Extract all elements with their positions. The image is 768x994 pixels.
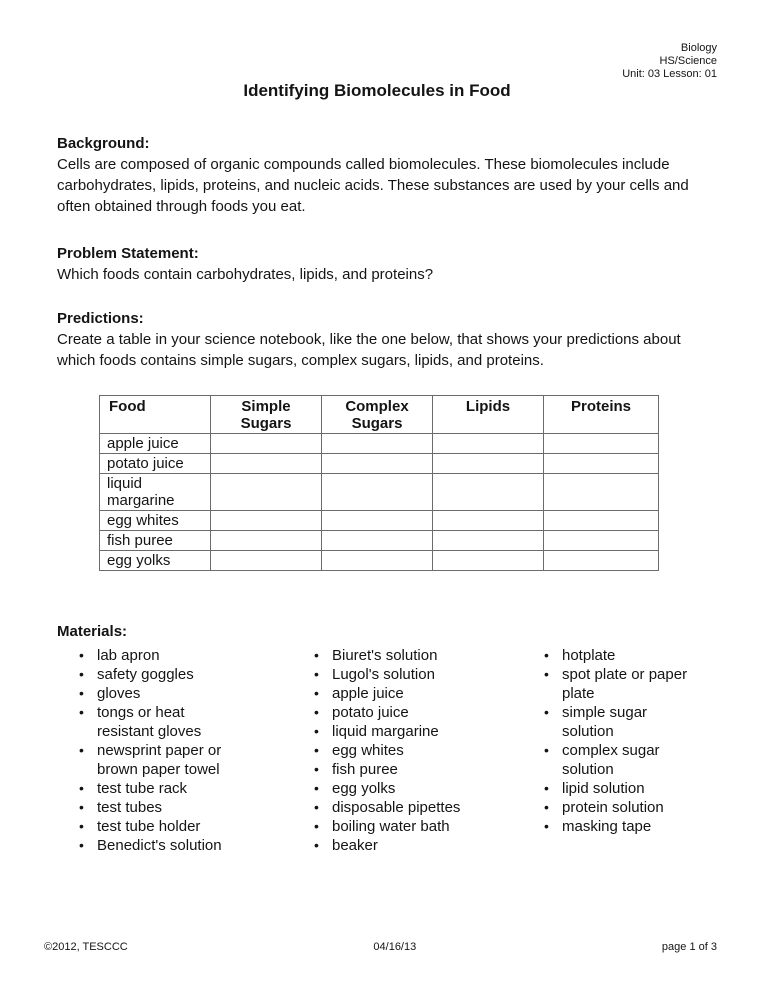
table-row — [100, 531, 659, 551]
table-row — [100, 434, 659, 454]
prediction-cell — [544, 434, 659, 454]
prediction-cell — [544, 474, 659, 511]
corner-level: HS/Science — [659, 55, 717, 67]
footer-page-number: page 1 of 3 — [661, 941, 717, 953]
page-title: Identifying Biomolecules in Food — [243, 81, 511, 100]
materials-item: • simple sugar solution — [540, 703, 697, 741]
materials-column-1 — [75, 646, 310, 855]
section-materials — [57, 621, 713, 855]
materials-heading: Materials: — [57, 623, 128, 640]
materials-item: • Benedict's solution — [75, 836, 237, 855]
materials-item: • egg yolks — [310, 779, 492, 798]
header-lipids: Lipids — [433, 396, 544, 434]
header-complex-sugars: Complex Sugars — [322, 396, 433, 434]
header-simple-sugars: Simple Sugars — [211, 396, 322, 434]
prediction-cell — [433, 551, 544, 571]
prediction-cell — [544, 551, 659, 571]
section-predictions — [57, 308, 713, 371]
header-food: Food — [100, 396, 211, 434]
header-proteins: Proteins — [544, 396, 659, 434]
table-header-row — [100, 396, 659, 434]
footer-date: 04/16/13 — [373, 941, 417, 953]
materials-item: • hotplate — [540, 646, 697, 665]
prediction-cell — [211, 454, 322, 474]
materials-item: • lab apron — [75, 646, 237, 665]
materials-column-3 — [540, 646, 710, 855]
prediction-cell — [433, 531, 544, 551]
materials-item: • tongs or heat resistant gloves — [75, 703, 237, 741]
problem-text: Which foods contain carbohydrates, lipids, and proteins? — [57, 266, 434, 283]
prediction-cell — [433, 474, 544, 511]
prediction-cell — [322, 434, 433, 454]
corner-subject: Biology — [680, 42, 717, 54]
materials-item: • apple juice — [310, 684, 492, 703]
food-name: potato juice — [100, 454, 211, 474]
prediction-cell — [211, 531, 322, 551]
materials-column-2 — [310, 646, 540, 855]
materials-item: • liquid margarine — [310, 722, 492, 741]
materials-item: • beaker — [310, 836, 492, 855]
prediction-cell — [544, 511, 659, 531]
materials-item: • fish puree — [310, 760, 492, 779]
materials-item: • Lugol's solution — [310, 665, 492, 684]
materials-item: • complex sugar solution — [540, 741, 697, 779]
predictions-table — [99, 395, 659, 571]
materials-item: • lipid solution — [540, 779, 697, 798]
prediction-cell — [433, 434, 544, 454]
prediction-cell — [211, 511, 322, 531]
food-name: fish puree — [100, 531, 211, 551]
prediction-cell — [433, 454, 544, 474]
table-row — [100, 551, 659, 571]
prediction-cell — [322, 531, 433, 551]
problem-heading: Problem Statement: — [57, 245, 199, 262]
materials-columns — [75, 646, 713, 855]
footer-copyright: ©2012, TESCCC — [44, 941, 128, 953]
materials-item: • spot plate or paper plate — [540, 665, 697, 703]
document-body — [57, 133, 713, 855]
food-name: egg yolks — [100, 551, 211, 571]
prediction-cell — [433, 511, 544, 531]
materials-item: • safety goggles — [75, 665, 237, 684]
prediction-cell — [544, 531, 659, 551]
prediction-cell — [211, 474, 322, 511]
materials-item: • test tubes — [75, 798, 237, 817]
materials-item: • newsprint paper or brown paper towel — [75, 741, 237, 779]
predictions-text: Create a table in your science notebook, like the one below, that shows your predictions about which foods contains simple sugars, complex sugars, lipids, and proteins. — [57, 331, 681, 369]
corner-header — [622, 42, 717, 81]
food-name: egg whites — [100, 511, 211, 531]
materials-item: • disposable pipettes — [310, 798, 492, 817]
prediction-cell — [544, 454, 659, 474]
corner-unit-lesson: Unit: 03 Lesson: 01 — [622, 68, 717, 80]
section-problem-statement — [57, 243, 713, 285]
page-footer — [44, 941, 717, 953]
predictions-heading: Predictions: — [57, 310, 144, 327]
prediction-cell — [322, 474, 433, 511]
background-text: Cells are composed of organic compounds called biomolecules. These biomolecules include carbohydrates, lipids, proteins, and nucleic acids. These substances are used by your cells and often obtained through foods you eat. — [57, 156, 689, 215]
materials-item: • protein solution — [540, 798, 697, 817]
prediction-cell — [211, 434, 322, 454]
materials-item: • boiling water bath — [310, 817, 492, 836]
materials-item: • test tube rack — [75, 779, 237, 798]
prediction-cell — [322, 454, 433, 474]
prediction-cell — [322, 551, 433, 571]
materials-item: • Biuret's solution — [310, 646, 492, 665]
materials-item: • test tube holder — [75, 817, 237, 836]
materials-item: • potato juice — [310, 703, 492, 722]
materials-item: • masking tape — [540, 817, 697, 836]
table-row — [100, 474, 659, 511]
materials-item: • egg whites — [310, 741, 492, 760]
materials-item: • gloves — [75, 684, 237, 703]
food-name: liquid margarine — [100, 474, 211, 511]
section-background — [57, 133, 713, 217]
background-heading: Background: — [57, 135, 150, 152]
food-name: apple juice — [100, 434, 211, 454]
table-row — [100, 454, 659, 474]
prediction-cell — [211, 551, 322, 571]
table-row — [100, 511, 659, 531]
prediction-cell — [322, 511, 433, 531]
